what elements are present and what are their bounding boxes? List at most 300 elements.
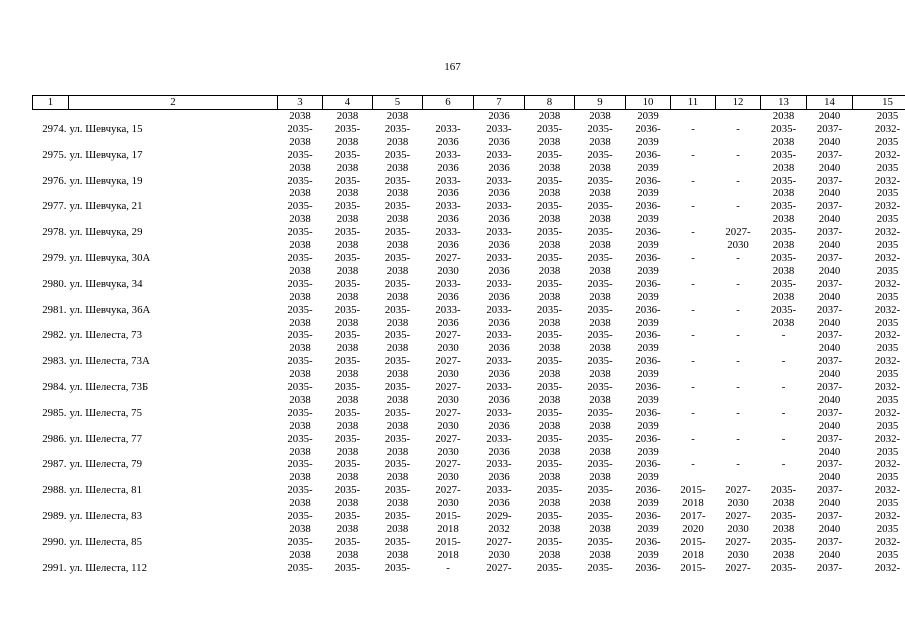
year-end	[716, 213, 761, 226]
year-start: 2035-	[287, 277, 313, 290]
year-range-cell	[423, 407, 474, 433]
year-start: 2035-	[587, 303, 613, 316]
year-end	[716, 265, 761, 278]
year-end: 2035	[876, 264, 899, 277]
year-start: 2036-	[635, 458, 661, 471]
table-row	[33, 562, 905, 588]
year-start: 2027-	[725, 561, 751, 574]
year-range-cell	[423, 355, 474, 381]
year-start: 2032-	[874, 226, 901, 239]
year-range-cell	[626, 510, 671, 536]
year-end: 2038	[289, 445, 311, 458]
year-range-cell	[626, 252, 671, 278]
year-range-cell	[525, 304, 575, 330]
year-range-cell	[423, 226, 474, 252]
row-number: 2980.	[42, 277, 67, 290]
year-end: 2040	[818, 471, 841, 484]
row-number: 2978.	[42, 226, 67, 239]
year-start: 2027-	[435, 432, 461, 445]
year-range-cell	[761, 407, 807, 433]
year-range-cell	[423, 433, 474, 459]
year-end: 2038	[386, 342, 409, 355]
year-range-cell	[761, 304, 807, 330]
year-range-cell	[373, 484, 423, 510]
year-end: 2038	[538, 213, 561, 226]
year-range-cell	[373, 226, 423, 252]
year-range-cell	[671, 304, 716, 330]
year-end: 2030	[727, 523, 749, 535]
year-end: 2036	[488, 471, 510, 484]
year-end: 2038	[772, 497, 795, 510]
year-end	[853, 575, 905, 588]
year-start: 2035-	[770, 303, 797, 316]
year-start: 2032-	[874, 122, 901, 135]
year-end: 2038	[336, 445, 359, 458]
year-range-cell	[278, 458, 323, 484]
year-end	[671, 575, 716, 588]
year-start: -	[736, 458, 740, 471]
row-number: 2977.	[42, 200, 67, 213]
year-end	[716, 317, 761, 330]
year-start: 2035-	[587, 226, 613, 239]
year-end: 2038	[336, 239, 359, 252]
year-start: 2015-	[680, 561, 706, 574]
year-range-cell	[373, 355, 423, 381]
year-range-cell	[716, 458, 761, 484]
year-end: 2039	[637, 445, 659, 458]
year-end: 2035	[876, 445, 899, 458]
year-range-cell	[423, 123, 474, 149]
year-range-cell	[853, 175, 905, 201]
year-range-cell	[626, 484, 671, 510]
year-start: -	[781, 355, 786, 368]
year-end	[323, 575, 373, 588]
year-range-cell	[671, 149, 716, 175]
year-start: 2027-	[435, 329, 461, 342]
year-range-cell	[423, 458, 474, 484]
year-range-cell	[807, 278, 853, 304]
year-end: 2038	[538, 290, 561, 303]
year-end: 2038	[386, 264, 409, 277]
year-range-cell	[671, 510, 716, 536]
year-end: 2038	[772, 187, 795, 200]
year-range-cell	[853, 562, 905, 588]
year-start: 2033-	[486, 122, 512, 135]
year-range-cell	[626, 304, 671, 330]
year-end: 2035	[876, 135, 899, 148]
column-header-12: 12	[716, 96, 761, 110]
year-end: 2038	[289, 264, 311, 277]
year-start: 2033-	[435, 122, 461, 135]
year-end: 2038	[538, 264, 561, 277]
year-start: 2027-	[435, 251, 461, 264]
table-row	[33, 433, 905, 459]
year-start: 2035-	[587, 458, 613, 471]
year-start: 2033-	[435, 148, 461, 161]
column-header-15: 15	[853, 96, 905, 110]
table-row	[33, 458, 905, 484]
year-range-cell	[373, 304, 423, 330]
page-number: 167	[444, 61, 461, 73]
year-range-cell	[323, 458, 373, 484]
year-end: 2038	[772, 290, 795, 303]
year-range-cell	[761, 355, 807, 381]
year-range-cell	[716, 252, 761, 278]
column-header-8: 8	[525, 96, 575, 110]
continuation-cell: 2040	[818, 110, 841, 122]
year-range-cell	[626, 175, 671, 201]
year-end: 2038	[538, 523, 561, 535]
year-range-cell	[323, 381, 373, 407]
year-range-cell	[716, 175, 761, 201]
year-start: 2035-	[384, 122, 411, 135]
year-end: 2036	[437, 135, 459, 148]
year-start: 2035-	[536, 174, 563, 187]
year-range-cell	[761, 175, 807, 201]
year-end: 2039	[637, 523, 659, 535]
year-start: 2033-	[435, 174, 461, 187]
year-end: 2035	[876, 187, 899, 200]
column-header-2: 2	[69, 96, 278, 110]
year-end: 2038	[336, 368, 359, 381]
row-number: 2984.	[42, 381, 67, 394]
continuation-row	[33, 110, 905, 123]
year-start: 2036-	[635, 122, 661, 135]
year-range-cell	[671, 381, 716, 407]
year-end: 2039	[637, 419, 659, 432]
year-range-cell	[807, 200, 853, 226]
year-start: 2035-	[587, 355, 613, 368]
year-start: -	[736, 174, 740, 187]
year-start: 2035-	[384, 200, 411, 213]
year-start: -	[736, 329, 740, 342]
year-start: 2032-	[874, 303, 901, 316]
year-range-cell	[761, 149, 807, 175]
year-start: 2033-	[486, 200, 512, 213]
year-start: 2036-	[635, 535, 661, 548]
year-end: 2039	[637, 187, 659, 200]
year-range-cell	[373, 200, 423, 226]
year-range-cell	[575, 433, 626, 459]
year-end: 2030	[437, 471, 459, 484]
year-end: 2040	[818, 393, 841, 406]
year-start: 2033-	[435, 200, 461, 213]
year-range-cell	[807, 562, 853, 588]
year-start: 2035-	[287, 200, 313, 213]
year-range-cell	[626, 149, 671, 175]
year-range-cell	[671, 562, 716, 588]
year-end: 2038	[538, 497, 561, 510]
year-start: 2035-	[536, 251, 563, 264]
year-end: 2038	[386, 548, 409, 561]
year-end: 2036	[488, 264, 510, 277]
row-number: 2987.	[42, 458, 67, 471]
table-row	[33, 329, 905, 355]
year-end: 2038	[538, 445, 561, 458]
year-start: 2035-	[287, 226, 313, 239]
year-end: 2036	[488, 239, 510, 252]
year-start: 2032-	[874, 174, 901, 187]
year-range-cell	[474, 484, 525, 510]
year-start: 2035-	[334, 561, 361, 574]
year-end: 2038	[589, 342, 611, 355]
year-start: 2033-	[486, 277, 512, 290]
year-end: 2035	[876, 161, 899, 174]
year-range-cell	[807, 304, 853, 330]
year-start: 2035-	[587, 251, 613, 264]
year-range-cell	[853, 355, 905, 381]
year-end	[761, 471, 807, 484]
year-start: 2035-	[334, 510, 361, 523]
row-number: 2979.	[42, 251, 67, 264]
year-start: 2033-	[435, 226, 461, 239]
year-end	[671, 471, 716, 484]
year-range-cell	[575, 510, 626, 536]
address-cell: ул. Шелеста, 73	[69, 329, 142, 342]
year-start: 2015-	[435, 535, 461, 548]
year-end: 2038	[538, 548, 561, 561]
year-range-cell	[853, 123, 905, 149]
year-start: 2035-	[587, 510, 613, 523]
year-start: 2015-	[435, 510, 461, 523]
year-range-cell	[716, 536, 761, 562]
table-row	[33, 278, 905, 304]
address-cell: ул. Шелеста, 81	[69, 484, 142, 497]
year-end	[671, 317, 716, 330]
year-end: 2038	[386, 239, 409, 252]
row-number: 2981.	[42, 303, 67, 316]
year-start: 2037-	[816, 535, 843, 548]
year-range-cell	[373, 510, 423, 536]
year-range-cell	[807, 458, 853, 484]
year-range-cell	[853, 149, 905, 175]
year-end: 2030	[727, 239, 749, 252]
year-start: 2037-	[816, 355, 843, 368]
row-number: 2986.	[42, 432, 67, 445]
year-start: 2036-	[635, 148, 661, 161]
continuation-cell: 2038	[589, 110, 611, 122]
year-range-cell	[373, 175, 423, 201]
year-start: -	[691, 355, 695, 368]
year-end: 2035	[876, 523, 899, 535]
year-range-cell	[525, 149, 575, 175]
year-range-cell	[853, 433, 905, 459]
year-range-cell	[626, 433, 671, 459]
year-end: 2038	[538, 342, 561, 355]
year-range-cell	[575, 329, 626, 355]
year-end: 2038	[538, 419, 561, 432]
year-end: 2030	[437, 368, 459, 381]
year-end: 2040	[818, 445, 841, 458]
row-number: 2976.	[42, 174, 67, 187]
year-end: 2039	[637, 393, 659, 406]
year-end: 2038	[289, 187, 311, 200]
year-range-cell	[671, 329, 716, 355]
year-start: -	[691, 148, 695, 161]
year-start: 2035-	[384, 329, 411, 342]
year-end: 2035	[876, 342, 899, 355]
row-number: 2991.	[42, 561, 67, 574]
year-range-cell	[716, 355, 761, 381]
year-end: 2038	[336, 135, 359, 148]
year-start: -	[781, 406, 786, 419]
year-start: 2035-	[334, 174, 361, 187]
year-range-cell	[474, 381, 525, 407]
year-range-cell	[525, 433, 575, 459]
year-end: 2030	[727, 497, 749, 510]
table-row	[33, 484, 905, 510]
year-start: 2036-	[635, 406, 661, 419]
year-end: 2038	[289, 497, 311, 510]
year-end: 2038	[336, 213, 359, 226]
year-end: 2040	[818, 419, 841, 432]
year-start: 2035-	[334, 355, 361, 368]
continuation-cell: 2038	[336, 110, 359, 122]
year-end	[716, 471, 761, 484]
year-range-cell	[761, 458, 807, 484]
year-range-cell	[761, 278, 807, 304]
year-end	[716, 446, 761, 459]
year-range-cell	[278, 278, 323, 304]
year-start: 2015-	[680, 484, 706, 497]
year-start: 2035-	[587, 432, 613, 445]
year-range-cell	[525, 562, 575, 588]
year-range-cell	[323, 433, 373, 459]
year-start: 2035-	[334, 200, 361, 213]
year-end: 2038	[336, 264, 359, 277]
year-end: 2038	[589, 290, 611, 303]
year-range-cell	[575, 252, 626, 278]
year-start: 2032-	[874, 200, 901, 213]
year-end	[761, 446, 807, 459]
year-range-cell	[323, 200, 373, 226]
year-end: 2038	[772, 548, 795, 561]
year-start: 2032-	[874, 561, 901, 574]
year-range-cell	[278, 407, 323, 433]
year-range-cell	[474, 123, 525, 149]
year-end: 2040	[818, 523, 841, 535]
address-cell: ул. Шевчука, 15	[69, 122, 143, 135]
year-end: 2036	[437, 316, 459, 329]
year-range-cell	[807, 252, 853, 278]
table-body	[33, 110, 905, 588]
year-range-cell	[626, 226, 671, 252]
year-range-cell	[474, 200, 525, 226]
schedule-table	[32, 95, 905, 588]
year-start: 2035-	[770, 226, 797, 239]
year-start: 2035-	[384, 561, 411, 574]
year-end: 2030	[437, 393, 459, 406]
year-range-cell	[575, 278, 626, 304]
year-end: 2038	[772, 135, 795, 148]
address-cell: ул. Шевчука, 19	[69, 174, 143, 187]
year-range-cell	[575, 458, 626, 484]
year-end	[716, 162, 761, 175]
year-end: 2018	[437, 548, 459, 561]
year-end: 2036	[488, 419, 510, 432]
column-header-1: 1	[33, 96, 69, 110]
year-start: 2035-	[287, 561, 313, 574]
year-end: 2035	[876, 239, 899, 252]
year-range-cell	[575, 407, 626, 433]
year-end: 2030	[727, 548, 749, 561]
year-start: 2035-	[384, 174, 411, 187]
year-start: 2035-	[587, 277, 613, 290]
year-start: 2027-	[486, 535, 512, 548]
year-range-cell	[575, 355, 626, 381]
year-range-cell	[278, 149, 323, 175]
year-range-cell	[525, 536, 575, 562]
year-end: 2038	[289, 368, 311, 381]
table-row	[33, 381, 905, 407]
year-start: 2035-	[384, 277, 411, 290]
year-start: 2033-	[486, 148, 512, 161]
year-range-cell	[626, 458, 671, 484]
year-start: -	[691, 303, 695, 316]
year-range-cell	[278, 355, 323, 381]
year-range-cell	[278, 433, 323, 459]
year-end: 2039	[637, 213, 659, 226]
year-end: 2038	[589, 161, 611, 174]
year-range-cell	[423, 200, 474, 226]
year-start: 2035-	[287, 174, 313, 187]
year-range-cell	[671, 226, 716, 252]
year-end: 2038	[289, 342, 311, 355]
year-start: 2035-	[287, 510, 313, 523]
year-end	[716, 187, 761, 200]
year-start: 2037-	[816, 303, 843, 316]
year-end: 2040	[818, 548, 841, 561]
year-start: 2035-	[770, 174, 797, 187]
year-start: 2036-	[635, 432, 661, 445]
address-cell: ул. Шевчука, 17	[69, 148, 143, 161]
year-start: 2036-	[635, 200, 661, 213]
row-number: 2988.	[42, 484, 67, 497]
year-range-cell	[423, 252, 474, 278]
continuation-cell: 2038	[289, 110, 311, 122]
year-end: 2038	[289, 471, 311, 484]
column-header-5: 5	[373, 96, 423, 110]
year-range-cell	[807, 329, 853, 355]
year-end: 2039	[637, 316, 659, 329]
year-range-cell	[474, 175, 525, 201]
year-range-cell	[474, 149, 525, 175]
year-start: 2033-	[486, 432, 512, 445]
year-range-cell	[853, 304, 905, 330]
year-range-cell	[575, 381, 626, 407]
year-range-cell	[525, 458, 575, 484]
year-end: 2038	[336, 393, 359, 406]
year-range-cell	[626, 278, 671, 304]
year-start: 2035-	[587, 200, 613, 213]
year-end	[671, 368, 716, 381]
year-range-cell	[278, 200, 323, 226]
year-start: 2035-	[770, 484, 797, 497]
column-header-11: 11	[671, 96, 716, 110]
address-cell: ул. Шелеста, 112	[69, 561, 147, 574]
year-end: 2038	[386, 419, 409, 432]
year-range-cell	[575, 304, 626, 330]
year-end: 2036	[488, 342, 510, 355]
year-start: 2036-	[635, 484, 661, 497]
year-end: 2038	[386, 523, 409, 535]
year-start: 2037-	[816, 432, 843, 445]
year-end	[761, 368, 807, 381]
year-range-cell	[807, 433, 853, 459]
year-start: 2029-	[486, 510, 512, 523]
year-start: 2037-	[816, 484, 843, 497]
year-end	[671, 213, 716, 226]
